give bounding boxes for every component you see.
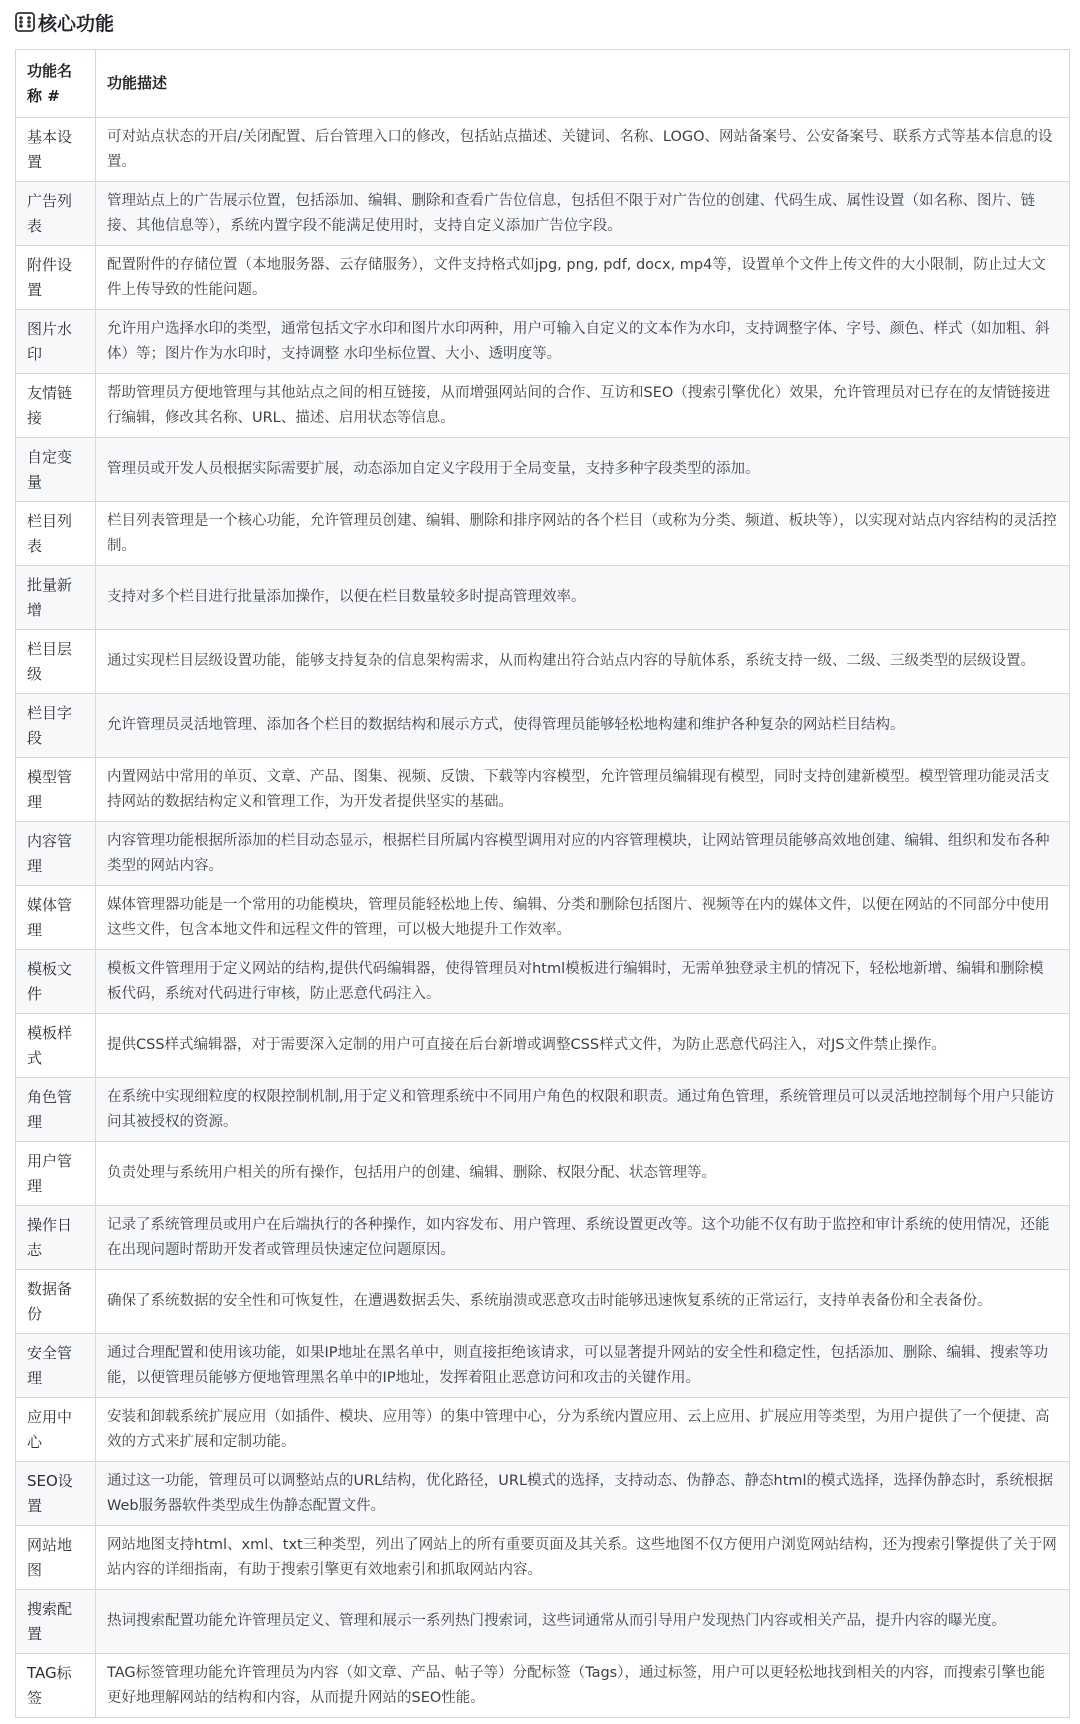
feature-description-cell: 负责处理与系统用户相关的所有操作，包括用户的创建、编辑、删除、权限分配、状态管理等。 [96, 1142, 1070, 1206]
feature-description-cell: 帮助管理员方便地管理与其他站点之间的相互链接，从而增强网站间的合作、互访和SEO（搜索引擎优化）效果，允许管理员对已存在的友情链接进行编辑，修改其名称、URL、描述、启用状态等信息。 [96, 374, 1070, 438]
feature-name-cell: 图片水印 [16, 310, 96, 374]
feature-description-cell: 提供CSS样式编辑器，对于需要深入定制的用户可直接在后台新增或调整CSS样式文件，为防止恶意代码注入，对JS文件禁止操作。 [96, 1014, 1070, 1078]
table-row [16, 118, 1070, 182]
table-row [16, 694, 1070, 758]
feature-name-cell: 用户管理 [16, 1142, 96, 1206]
table-row [16, 182, 1070, 246]
feature-description-cell: TAG标签管理功能允许管理员为内容（如文章、产品、帖子等）分配标签（Tags），通过标签，用户可以更轻松地找到相关的内容，而搜索引擎也能更好地理解网站的结构和内容，从而提升网站的SEO性能。 [96, 1654, 1070, 1718]
feature-name-cell: 数据备份 [16, 1270, 96, 1334]
feature-name-cell: 安全管理 [16, 1334, 96, 1398]
column-header-name: 功能名称 # [16, 50, 96, 118]
feature-description-cell: 安装和卸载系统扩展应用（如插件、模块、应用等）的集中管理中心，分为系统内置应用、云上应用、扩展应用等类型，为用户提供了一个便捷、高效的方式来扩展和定制功能。 [96, 1398, 1070, 1462]
section-title: 核心功能 [38, 12, 115, 35]
feature-description-cell: 网站地图支持html、xml、txt三种类型，列出了网站上的所有重要页面及其关系。这些地图不仅方便用户浏览网站结构，还为搜索引擎提供了关于网站内容的详细指南，有助于搜索引擎更有效地索引和抓取网站内容。 [96, 1526, 1070, 1590]
feature-description-cell: 热词搜索配置功能允许管理员定义、管理和展示一系列热门搜索词，这些词通常从而引导用户发现热门内容或相关产品，提升内容的曝光度。 [96, 1590, 1070, 1654]
feature-name-cell: 附件设置 [16, 246, 96, 310]
table-body [16, 118, 1070, 1718]
table-row [16, 566, 1070, 630]
feature-name-cell: 友情链接 [16, 374, 96, 438]
section-heading [15, 0, 1080, 44]
table-row [16, 1014, 1070, 1078]
feature-name-cell: 角色管理 [16, 1078, 96, 1142]
table-row [16, 822, 1070, 886]
feature-name-cell: 操作日志 [16, 1206, 96, 1270]
feature-description-cell: 允许管理员灵活地管理、添加各个栏目的数据结构和展示方式，使得管理员能够轻松地构建和维护各种复杂的网站栏目结构。 [96, 694, 1070, 758]
feature-name-cell: SEO设置 [16, 1462, 96, 1526]
feature-description-cell: 允许用户选择水印的类型，通常包括文字水印和图片水印两种，用户可输入自定义的文本作为水印，支持调整字体、字号、颜色、样式（如加粗、斜体）等；图片作为水印时，支持调整 水印坐标位置、大小、透明度等。 [96, 310, 1070, 374]
feature-description-cell: 通过这一功能，管理员可以调整站点的URL结构，优化路径，URL模式的选择，支持动态、伪静态、静态html的模式选择，选择伪静态时，系统根据Web服务器软件类型成生伪静态配置文件。 [96, 1462, 1070, 1526]
feature-name-cell: 模型管理 [16, 758, 96, 822]
feature-description-cell: 内置网站中常用的单页、文章、产品、图集、视频、反馈、下载等内容模型，允许管理员编辑现有模型，同时支持创建新模型。模型管理功能灵活支持网站的数据结构定义和管理工作，为开发者提供坚实的基础。 [96, 758, 1070, 822]
feature-description-cell: 配置附件的存储位置（本地服务器、云存储服务），文件支持格式如jpg, png, pdf, docx, mp4等，设置单个文件上传文件的大小限制，防止过大文件上传导致的性能问题。 [96, 246, 1070, 310]
feature-description-cell: 管理站点上的广告展示位置，包括添加、编辑、删除和查看广告位信息，包括但不限于对广告位的创建、代码生成、属性设置（如名称、图片、链接、其他信息等），系统内置字段不能满足使用时，支持自定义添加广告位字段。 [96, 182, 1070, 246]
feature-description-cell: 可对站点状态的开启/关闭配置、后台管理入口的修改，包括站点描述、关键词、名称、LOGO、网站备案号、公安备案号、联系方式等基本信息的设置。 [96, 118, 1070, 182]
table-row [16, 1334, 1070, 1398]
grid-dice-icon [15, 12, 35, 32]
feature-name-cell: TAG标签 [16, 1654, 96, 1718]
table-row [16, 246, 1070, 310]
table-row [16, 1654, 1070, 1718]
table-row [16, 630, 1070, 694]
feature-description-cell: 栏目列表管理是一个核心功能，允许管理员创建、编辑、删除和排序网站的各个栏目（或称为分类、频道、板块等），以实现对站点内容结构的灵活控制。 [96, 502, 1070, 566]
feature-description-cell: 记录了系统管理员或用户在后端执行的各种操作，如内容发布、用户管理、系统设置更改等。这个功能不仅有助于监控和审计系统的使用情况，还能在出现问题时帮助开发者或管理员快速定位问题原因。 [96, 1206, 1070, 1270]
feature-description-cell: 模板文件管理用于定义网站的结构,提供代码编辑器，使得管理员对html模板进行编辑时，无需单独登录主机的情况下，轻松地新增、编辑和删除模板代码，系统对代码进行审核，防止恶意代码注入。 [96, 950, 1070, 1014]
table-row [16, 886, 1070, 950]
table-row [16, 1078, 1070, 1142]
feature-description-cell: 通过实现栏目层级设置功能，能够支持复杂的信息架构需求，从而构建出符合站点内容的导航体系，系统支持一级、二级、三级类型的层级设置。 [96, 630, 1070, 694]
feature-name-cell: 模板样式 [16, 1014, 96, 1078]
feature-description-cell: 确保了系统数据的安全性和可恢复性，在遭遇数据丢失、系统崩溃或恶意攻击时能够迅速恢复系统的正常运行，支持单表备份和全表备份。 [96, 1270, 1070, 1334]
feature-description-cell: 媒体管理器功能是一个常用的功能模块，管理员能轻松地上传、编辑、分类和删除包括图片、视频等在内的媒体文件，以便在网站的不同部分中使用这些文件，包含本地文件和远程文件的管理，可以极大地提升工作效率。 [96, 886, 1070, 950]
feature-name-cell: 媒体管理 [16, 886, 96, 950]
table-row [16, 502, 1070, 566]
table-row [16, 758, 1070, 822]
column-header-description: 功能描述 [96, 50, 1070, 118]
table-row [16, 310, 1070, 374]
table-header-row [16, 50, 1070, 118]
feature-name-cell: 栏目字段 [16, 694, 96, 758]
feature-name-cell: 网站地图 [16, 1526, 96, 1590]
feature-description-cell: 通过合理配置和使用该功能，如果IP地址在黑名单中，则直接拒绝该请求，可以显著提升网站的安全性和稳定性，包括添加、删除、编辑、搜索等功能，以便管理员能够方便地管理黑名单中的IP地址，发挥着阻止恶意访问和攻击的关键作用。 [96, 1334, 1070, 1398]
table-row [16, 1462, 1070, 1526]
table-row [16, 1590, 1070, 1654]
feature-name-cell: 模板文件 [16, 950, 96, 1014]
feature-name-cell: 广告列表 [16, 182, 96, 246]
table-row [16, 1526, 1070, 1590]
feature-name-cell: 自定变量 [16, 438, 96, 502]
table-row [16, 1270, 1070, 1334]
feature-table [15, 49, 1070, 1718]
feature-description-cell: 在系统中实现细粒度的权限控制机制,用于定义和管理系统中不同用户角色的权限和职责。通过角色管理，系统管理员可以灵活地控制每个用户只能访问其被授权的资源。 [96, 1078, 1070, 1142]
feature-description-cell: 管理员或开发人员根据实际需要扩展，动态添加自定义字段用于全局变量，支持多种字段类型的添加。 [96, 438, 1070, 502]
feature-description-cell: 内容管理功能根据所添加的栏目动态显示，根据栏目所属内容模型调用对应的内容管理模块，让网站管理员能够高效地创建、编辑、组织和发布各种类型的网站内容。 [96, 822, 1070, 886]
table-row [16, 1206, 1070, 1270]
feature-name-cell: 栏目列表 [16, 502, 96, 566]
table-row [16, 438, 1070, 502]
feature-description-cell: 支持对多个栏目进行批量添加操作，以便在栏目数量较多时提高管理效率。 [96, 566, 1070, 630]
feature-name-cell: 批量新增 [16, 566, 96, 630]
feature-name-cell: 应用中心 [16, 1398, 96, 1462]
table-row [16, 1142, 1070, 1206]
feature-name-cell: 内容管理 [16, 822, 96, 886]
table-header [16, 50, 1070, 118]
feature-name-cell: 栏目层级 [16, 630, 96, 694]
feature-name-cell: 搜索配置 [16, 1590, 96, 1654]
table-row [16, 950, 1070, 1014]
feature-name-cell: 基本设置 [16, 118, 96, 182]
table-row [16, 1398, 1070, 1462]
table-row [16, 374, 1070, 438]
